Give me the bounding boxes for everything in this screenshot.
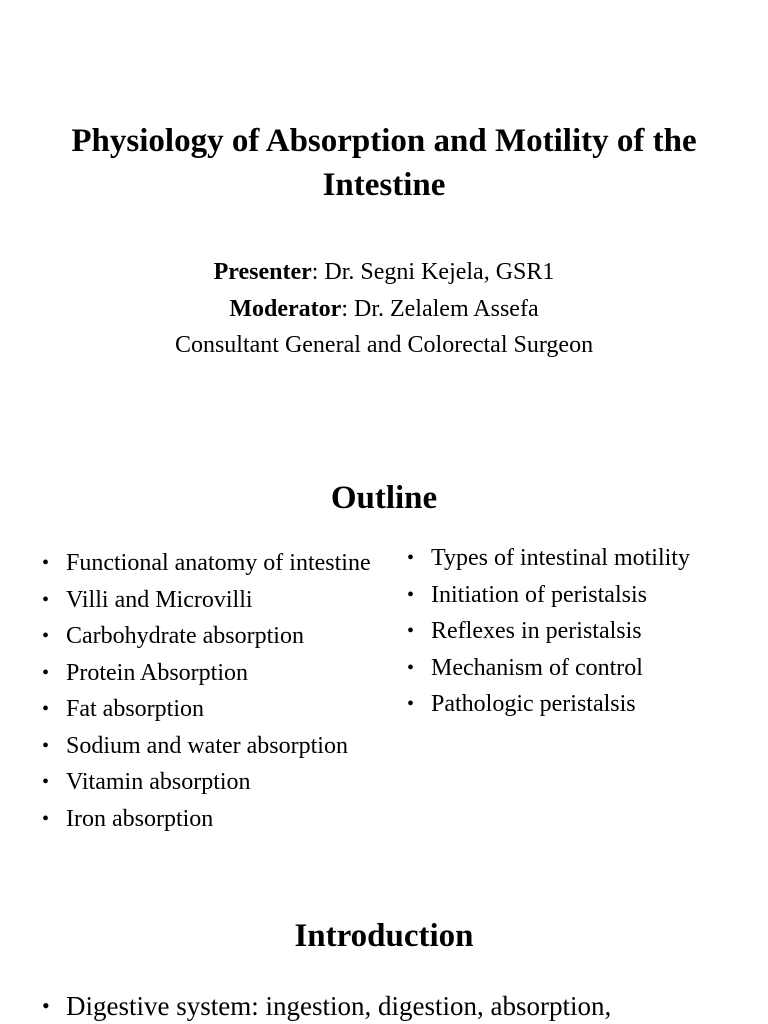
credits-block [40, 254, 728, 364]
outline-item: • Carbohydrate absorption [42, 618, 371, 655]
outline-item: • Mechanism of control [407, 650, 690, 687]
outline-left-list [42, 545, 371, 837]
bullet-icon: • [42, 625, 50, 647]
outline-right-list [407, 540, 690, 723]
bullet-icon: • [407, 583, 415, 606]
outline-item: • Reflexes in peristalsis [407, 613, 690, 650]
moderator-value: : Dr. Zelalem Assefa [341, 295, 539, 322]
presenter-value: : Dr. Segni Kejela, GSR1 [311, 259, 555, 285]
outline-item: • Iron absorption [42, 801, 371, 838]
bullet-icon: • [42, 807, 50, 830]
moderator-line [40, 291, 728, 328]
outline-item: • Villi and Microvilli [42, 582, 371, 619]
outline-heading: Outline [330, 480, 438, 516]
moderator-title: Consultant General and Colorectal Surgeon [174, 332, 594, 358]
introduction-list [42, 988, 611, 1024]
bullet-icon: • [42, 771, 50, 793]
bullet-icon: • [407, 693, 415, 715]
outline-item: • Fat absorption [42, 691, 371, 728]
presenter-line [40, 254, 728, 291]
outline-item: • Vitamin absorption [42, 764, 371, 801]
bullet-icon: • [42, 698, 50, 720]
bullet-icon: • [407, 656, 415, 679]
bullet-icon: • [407, 547, 415, 569]
presentation-title: Physiology of Absorption and Motility of the Intestine [71, 123, 697, 203]
outline-item: • Protein Absorption [42, 655, 371, 692]
bullet-icon: • [42, 552, 50, 574]
bullet-icon: • [42, 588, 50, 611]
outline-item: • Pathologic peristalsis [407, 686, 690, 723]
outline-item: • Sodium and water absorption [42, 728, 371, 765]
outline-item: • Functional anatomy of intestine [42, 545, 371, 582]
bullet-icon: • [42, 661, 50, 684]
moderator-label: Moderator [229, 295, 342, 322]
introduction-item: • Digestive system: ingestion, digestion, absorption, [42, 988, 611, 1024]
bullet-icon: • [42, 993, 50, 1018]
bullet-icon: • [42, 734, 50, 757]
introduction-heading: Introduction [294, 918, 474, 954]
bullet-icon: • [407, 620, 415, 642]
presenter-label: Presenter [213, 259, 312, 285]
outline-item: • Initiation of peristalsis [407, 577, 690, 614]
outline-item: • Types of intestinal motility [407, 540, 690, 577]
